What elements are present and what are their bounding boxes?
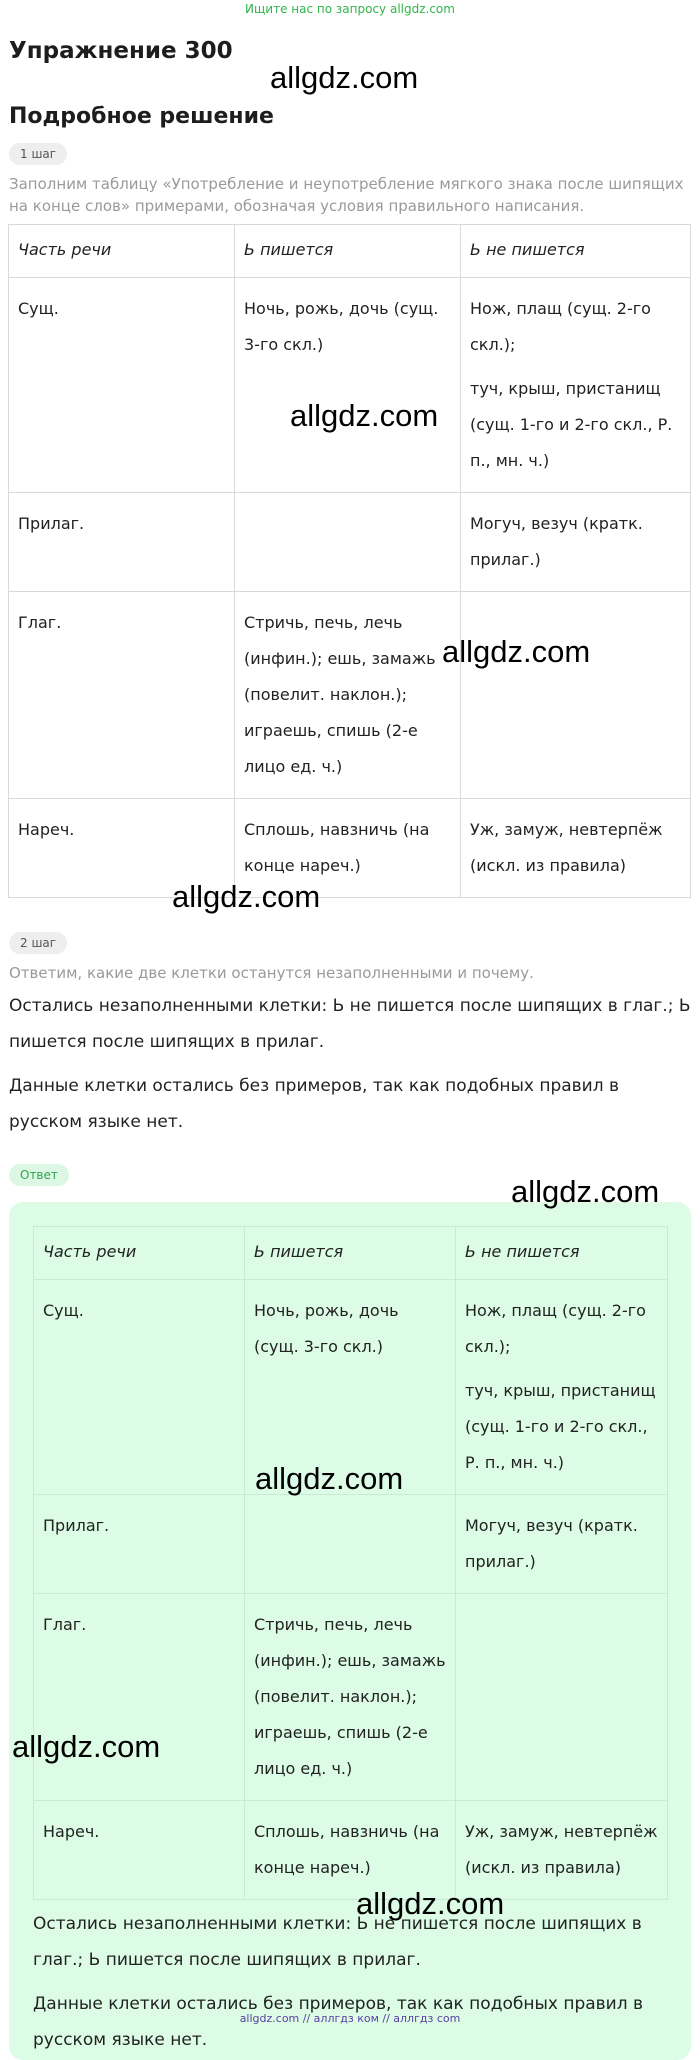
cell-no: [461, 592, 691, 799]
table-row: [9, 799, 691, 898]
header-soft-sign-written: Ь пишется: [235, 225, 461, 278]
header-part-of-speech: Часть речи: [9, 225, 235, 278]
cell-no: [456, 1594, 668, 1801]
table-row: [34, 1801, 668, 1900]
cell-part: Прилаг.: [9, 493, 235, 592]
table-header-row: [34, 1227, 668, 1280]
table-row: [34, 1594, 668, 1801]
cell-yes: [235, 493, 461, 592]
answer-paragraph: Остались незаполненными клетки: Ь не пишется после шипящих в глаг.; Ь пишется после шипящих в прилаг.: [33, 1914, 642, 1970]
cell-part: Сущ.: [34, 1280, 245, 1495]
cell-no: [456, 1280, 668, 1495]
watermark: allgdz.com: [442, 634, 591, 669]
cell-no: [461, 278, 691, 493]
cell-no-line: Нож, плащ (сущ. 2-го скл.);: [470, 299, 651, 354]
table-row: [9, 278, 691, 493]
step-1-badge: 1 шаг: [9, 143, 67, 165]
watermark: allgdz.com: [12, 1729, 161, 1764]
cell-yes: Стричь, печь, лечь (инфин.); ешь, замажь (повелит. наклон.); играешь, спишь (2-е лицо ед. ч.): [235, 592, 461, 799]
watermark: allgdz.com: [290, 398, 439, 433]
cell-no: Могуч, везуч (кратк. прилаг.): [456, 1495, 668, 1594]
cell-part: Нареч.: [9, 799, 235, 898]
cell-no-line: туч, крыш, пристанищ (сущ. 1-го и 2-го скл., Р. п., мн. ч.): [470, 379, 673, 470]
cell-yes: [245, 1495, 456, 1594]
table-header-row: [9, 225, 691, 278]
cell-no: Могуч, везуч (кратк. прилаг.): [461, 493, 691, 592]
step-2-paragraph: Данные клетки остались без примеров, так как подобных правил в русском языке нет.: [9, 1076, 620, 1132]
header-soft-sign-not-written: Ь не пишется: [461, 225, 691, 278]
header-soft-sign-not-written: Ь не пишется: [456, 1227, 668, 1280]
table-row: [9, 592, 691, 799]
top-search-hint[interactable]: Ищите нас по запросу allgdz.com: [245, 2, 455, 16]
watermark: allgdz.com: [172, 879, 321, 914]
step-2-paragraph: Остались незаполненными клетки: Ь не пишется после шипящих в глаг.; Ь пишется после шипящих в прилаг.: [9, 996, 691, 1052]
cell-yes: Сплошь, навзничь (на конце нареч.): [235, 799, 461, 898]
cell-yes: Ночь, рожь, дочь (сущ. 3-го скл.): [245, 1280, 456, 1495]
cell-part: Сущ.: [9, 278, 235, 493]
answer-box: [9, 1202, 691, 2060]
cell-yes: Стричь, печь, лечь (инфин.); ешь, замажь (повелит. наклон.); играешь, спишь (2-е лицо ед. ч.): [245, 1594, 456, 1801]
cell-no: Уж, замуж, невтерпёж (искл. из правила): [456, 1801, 668, 1900]
page-title: Упражнение 300: [9, 38, 233, 64]
cell-no-line: туч, крыш, пристанищ (сущ. 1-го и 2-го скл., Р. п., мн. ч.): [465, 1381, 656, 1472]
watermark: allgdz.com: [255, 1461, 404, 1496]
table-row: [9, 493, 691, 592]
step-2-badge: 2 шаг: [9, 932, 67, 954]
watermark: allgdz.com: [356, 1886, 505, 1921]
footer-links[interactable]: allgdz.com // аллгдз ком // аллгдз com: [239, 2012, 461, 2025]
cell-part: Прилаг.: [34, 1495, 245, 1594]
step-1-hint: Заполним таблицу «Употребление и неупотребление мягкого знака после шипящих на конце слов» примерами, обозначая условия правильного написания.: [9, 175, 684, 215]
cell-no-line: Нож, плащ (сущ. 2-го скл.);: [465, 1301, 646, 1356]
cell-yes: Ночь, рожь, дочь (сущ. 3-го скл.): [235, 278, 461, 493]
spelling-table: [8, 224, 691, 898]
table-row: [34, 1495, 668, 1594]
cell-yes: Сплошь, навзничь (на конце нареч.): [245, 1801, 456, 1900]
solution-heading: Подробное решение: [9, 104, 274, 129]
cell-part: Глаг.: [9, 592, 235, 799]
answer-paragraph: Данные клетки остались без примеров, так как подобных правил в русском языке нет.: [33, 1994, 644, 2050]
answer-badge: Ответ: [9, 1164, 69, 1186]
watermark: allgdz.com: [270, 60, 419, 95]
header-soft-sign-written: Ь пишется: [245, 1227, 456, 1280]
cell-part: Глаг.: [34, 1594, 245, 1801]
step-2-hint: Ответим, какие две клетки останутся незаполненными и почему.: [9, 964, 534, 982]
cell-no: Уж, замуж, невтерпёж (искл. из правила): [461, 799, 691, 898]
header-part-of-speech: Часть речи: [34, 1227, 245, 1280]
answer-table: [33, 1226, 668, 1900]
cell-part: Нареч.: [34, 1801, 245, 1900]
watermark: allgdz.com: [511, 1174, 660, 1209]
